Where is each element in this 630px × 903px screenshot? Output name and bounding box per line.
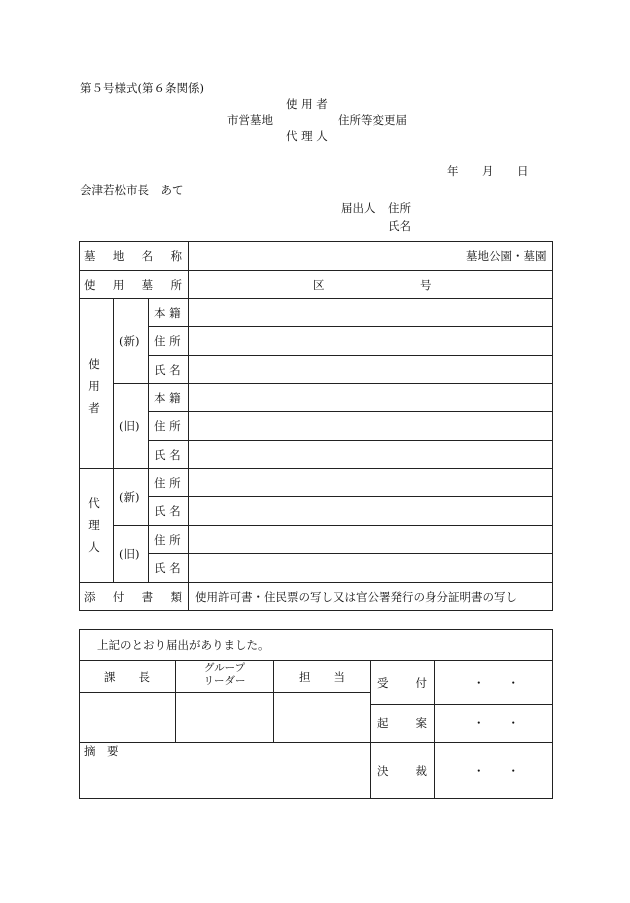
date-year: 年	[447, 164, 459, 178]
title-user: 使 用 者	[286, 97, 328, 111]
agent-old-shimei: 氏 名	[154, 561, 181, 575]
cemetery-name-label: 墓 地 名 称	[84, 249, 182, 263]
tanto-label: 担 当	[299, 670, 345, 684]
user-new-honseki: 本 籍	[154, 306, 181, 320]
user-label: 使 用 者	[88, 357, 100, 415]
agent-new-jusho: 住 所	[154, 476, 181, 490]
agent-old-jusho: 住 所	[154, 533, 181, 547]
received-note: 上記のとおり届出がありました。	[97, 638, 270, 652]
agent-new-label: (新)	[119, 490, 140, 504]
user-new-label: (新)	[119, 334, 140, 348]
plot-ku: 区	[313, 278, 325, 292]
kian-label: 起 案	[377, 716, 427, 730]
uketsuke-label: 受 付	[377, 676, 427, 690]
uketsuke-date: ・ ・	[473, 676, 519, 690]
applicant-address-label: 住所	[388, 201, 411, 215]
form-number: 第５号様式(第６条関係)	[80, 81, 204, 95]
attachments-label: 添 付 書 類	[84, 590, 182, 604]
user-old-jusho: 住 所	[154, 419, 181, 433]
date-day: 日	[517, 164, 529, 178]
kian-date: ・ ・	[473, 716, 519, 730]
date-month: 月	[482, 164, 494, 178]
title-left: 市営墓地	[227, 113, 273, 127]
user-new-jusho: 住 所	[154, 334, 181, 348]
user-old-shimei: 氏 名	[154, 448, 181, 462]
title-right: 住所等変更届	[338, 113, 407, 127]
kessai-date: ・ ・	[473, 764, 519, 778]
addressee: 会津若松市長 あて	[80, 183, 184, 197]
agent-old-label: (旧)	[119, 547, 140, 561]
group-leader-label: グループ リーダー	[203, 662, 246, 687]
agent-label: 代 理 人	[88, 496, 100, 554]
tekiyo-label: 摘 要	[84, 744, 119, 758]
user-new-shimei: 氏 名	[154, 363, 181, 377]
kessai-label: 決 裁	[377, 764, 427, 778]
user-old-label: (旧)	[119, 419, 140, 433]
applicant-label: 届出人	[341, 201, 376, 215]
kacho-label: 課 長	[104, 670, 150, 684]
cemetery-name-value: 墓地公園・墓園	[466, 249, 547, 263]
main-table	[79, 241, 553, 611]
title-agent: 代 理 人	[286, 129, 328, 143]
attachments-value: 使用許可書・住民票の写し又は官公署発行の身分証明書の写し	[195, 590, 517, 604]
applicant-name-label: 氏名	[388, 219, 411, 233]
agent-new-shimei: 氏 名	[154, 504, 181, 518]
plot-label: 使 用 墓 所	[84, 278, 182, 292]
user-old-honseki: 本 籍	[154, 391, 181, 405]
plot-go: 号	[420, 278, 432, 292]
